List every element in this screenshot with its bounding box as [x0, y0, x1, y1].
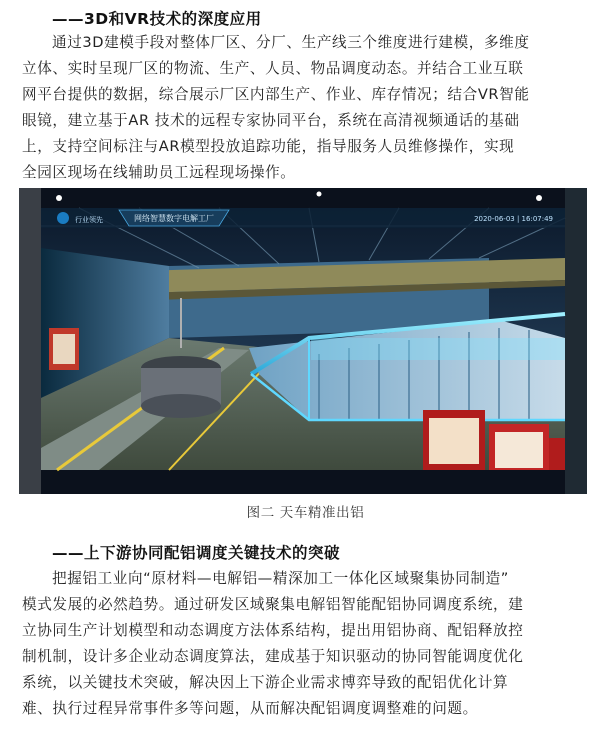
hud-timestamp: 2020-06-03 | 16:07:49 — [474, 215, 553, 223]
section-heading-3d-vr: ——3D和VR技术的深度应用 — [52, 10, 262, 28]
paragraph-line: 通过3D建模手段对整体厂区、分厂、生产线三个维度进行建模，多维度 — [52, 34, 530, 51]
hud-screen-title: 网络智慧数字电解工厂 — [134, 214, 214, 223]
section-heading-coordination: ——上下游协同配铝调度关键技术的突破 — [52, 544, 341, 562]
right-wall-edge — [565, 188, 587, 494]
display-screen — [41, 208, 565, 470]
paragraph-line: 眼镜，建立基于AR 技术的远程专家协同平台，系统在高清视频通话的基础 — [22, 112, 520, 129]
factory-3d-illustration — [19, 188, 587, 494]
section-paragraph-3d-vr — [22, 30, 592, 186]
paragraph-line: 难、执行过程异常事件多等问题，从而解决配铝调度调整难的问题。 — [22, 700, 478, 717]
paragraph-line: 模式发展的必然趋势。通过研发区域聚集电解铝智能配铝协同调度系统，建 — [22, 596, 524, 613]
paragraph-line: 制机制，设计多企业动态调度算法，建成基于知识驱动的协同智能调度优化 — [22, 648, 524, 665]
paragraph-line: 把握铝工业向“原材料—电解铝—精深加工一体化区域聚集协同制造” — [52, 570, 509, 587]
paragraph-line: 立协同生产计划模型和动态调度方法体系结构，提出用铝协商、配铝释放控 — [22, 622, 524, 639]
figure-factory-3d-screen — [19, 188, 587, 494]
hud-brand: 行业领先 — [75, 216, 103, 224]
paragraph-line: 上，支持空间标注与AR模型投放追踪功能，指导服务人员维修操作，实现 — [22, 138, 515, 155]
paragraph-line: 网平台提供的数据，综合展示厂区内部生产、作业、库存情况；结合VR智能 — [22, 86, 530, 103]
paragraph-line: 系统，以关键技术突破，解决因上下游企业需求博弈导致的配铝优化计算 — [22, 674, 509, 691]
paragraph-line: 立体、实时呈现厂区的物流、生产、人员、物品调度动态。并结合工业互联 — [22, 60, 524, 77]
paragraph-line: 全园区现场在线辅助员工远程现场操作。 — [22, 164, 296, 181]
app-logo-icon — [57, 212, 69, 224]
figure-caption: 图二 天车精准出铝 — [246, 505, 365, 521]
section-paragraph-coordination — [22, 566, 592, 722]
left-wall-edge — [19, 188, 41, 494]
